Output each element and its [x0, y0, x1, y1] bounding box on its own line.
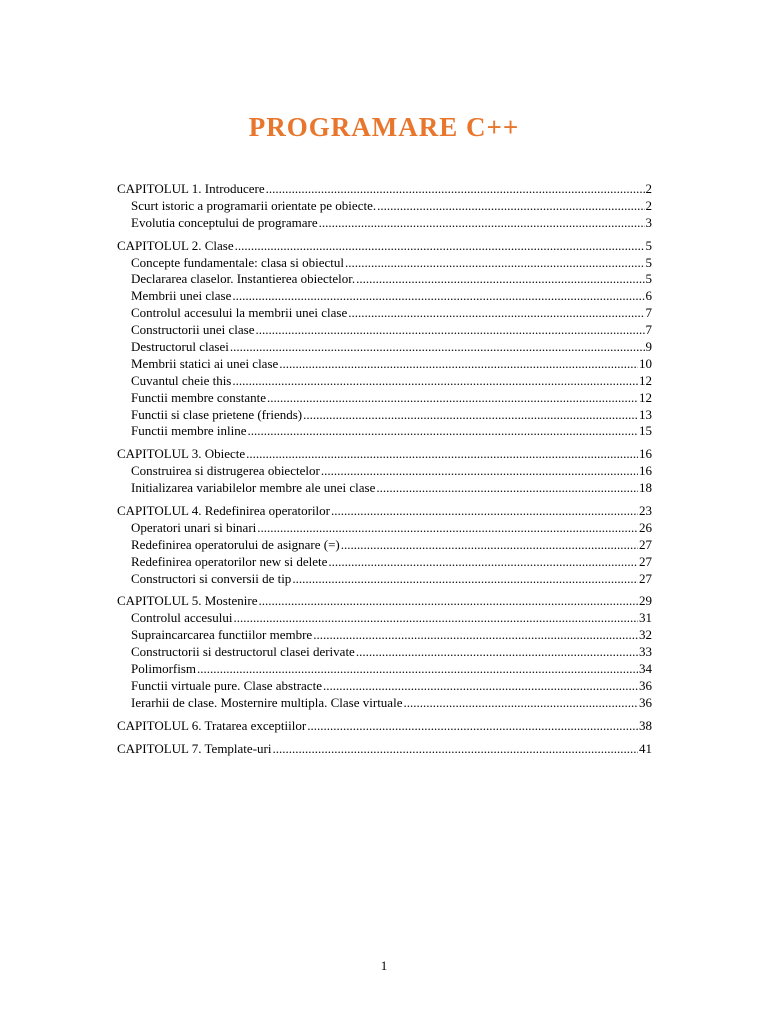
toc-entry-label: CAPITOLUL 4. Redefinirea operatorilor [117, 503, 330, 519]
toc-entry-page: 15 [639, 423, 652, 439]
toc-entry-page: 27 [639, 570, 652, 586]
toc-section-entry[interactable] [117, 305, 652, 322]
toc-entry-page: 26 [639, 519, 652, 535]
table-of-contents [117, 181, 652, 758]
toc-dot-leader [292, 571, 638, 588]
toc-section-entry[interactable] [117, 695, 652, 712]
toc-dot-leader [348, 305, 644, 322]
toc-section-entry[interactable] [117, 661, 652, 678]
toc-entry-page: 27 [639, 536, 652, 552]
toc-dot-leader [258, 593, 638, 610]
toc-chapter-entry[interactable] [117, 718, 652, 735]
toc-entry-page: 10 [639, 355, 652, 371]
toc-entry-label: CAPITOLUL 3. Obiecte [117, 446, 246, 462]
toc-dot-leader [331, 503, 638, 520]
toc-section-entry[interactable] [117, 215, 652, 232]
toc-dot-leader [328, 554, 638, 571]
toc-entry-label: Constructorii unei clase [131, 322, 255, 338]
toc-entry-label: Redefinirea operatorului de asignare (=) [131, 536, 340, 552]
toc-entry-page: 27 [639, 553, 652, 569]
toc-dot-leader [279, 356, 638, 373]
toc-dot-leader [403, 695, 638, 712]
toc-dot-leader [307, 718, 638, 735]
toc-entry-page: 9 [645, 339, 652, 355]
toc-section-entry[interactable] [117, 356, 652, 373]
toc-entry-page: 31 [639, 610, 652, 626]
toc-entry-label: CAPITOLUL 6. Tratarea exceptiilor [117, 717, 307, 733]
toc-entry-page: 41 [639, 740, 652, 756]
toc-entry-page: 36 [639, 677, 652, 693]
toc-section-entry[interactable] [117, 407, 652, 424]
toc-entry-label: Evolutia conceptului de programare [131, 214, 318, 230]
toc-entry-label: Ierarhii de clase. Mosternire multipla. Clase virtuale [131, 694, 403, 710]
toc-entry-label: Redefinirea operatorilor new si delete [131, 553, 328, 569]
toc-entry-page: 3 [645, 214, 652, 230]
toc-entry-label: Cuvantul cheie this [131, 372, 232, 388]
toc-entry-label: CAPITOLUL 1. Introducere [117, 181, 265, 196]
toc-section-entry[interactable] [117, 423, 652, 440]
toc-entry-page: 16 [639, 446, 652, 462]
toc-dot-leader [197, 661, 638, 678]
page-number: 1 [380, 958, 388, 973]
toc-chapter-entry[interactable] [117, 238, 652, 255]
toc-dot-leader [272, 741, 638, 758]
toc-dot-leader [230, 339, 645, 356]
toc-entry-page: 16 [639, 463, 652, 479]
toc-dot-leader [267, 390, 638, 407]
toc-section-entry[interactable] [117, 255, 652, 272]
toc-entry-page: 5 [645, 254, 652, 270]
toc-dot-leader [323, 678, 638, 695]
toc-dot-leader [232, 373, 638, 390]
toc-dot-leader [345, 255, 645, 272]
toc-section-entry[interactable] [117, 537, 652, 554]
toc-entry-page: 12 [639, 372, 652, 388]
toc-entry-label: CAPITOLUL 2. Clase [117, 237, 234, 253]
toc-dot-leader [313, 627, 638, 644]
toc-entry-page: 36 [639, 694, 652, 710]
toc-dot-leader [235, 238, 645, 255]
toc-entry-label: Initializarea variabilelor membre ale unei clase [131, 480, 376, 496]
toc-dot-leader [356, 271, 644, 288]
toc-section-entry[interactable] [117, 390, 652, 407]
toc-entry-label: Constructorii si destructorul clasei derivate [131, 644, 355, 660]
toc-entry-page: 33 [639, 644, 652, 660]
toc-entry-page: 38 [639, 717, 652, 733]
toc-dot-leader [341, 537, 638, 554]
toc-section-entry[interactable] [117, 610, 652, 627]
toc-entry-label: Functii membre inline [131, 423, 247, 439]
toc-section-entry[interactable] [117, 480, 652, 497]
toc-entry-label: Operatori unari si binari [131, 519, 257, 535]
toc-dot-leader [233, 610, 638, 627]
toc-entry-label: Controlul accesului [131, 610, 233, 626]
toc-dot-leader [356, 644, 638, 661]
toc-entry-page: 32 [639, 627, 652, 643]
toc-entry-label: Membrii unei clase [131, 288, 232, 304]
toc-entry-label: CAPITOLUL 5. Mostenire [117, 593, 258, 609]
toc-entry-page: 18 [639, 480, 652, 496]
toc-entry-page: 2 [645, 197, 652, 213]
document-title: PROGRAMARE C++ [248, 112, 520, 142]
toc-entry-page: 7 [645, 305, 652, 321]
toc-chapter-entry[interactable] [117, 741, 652, 758]
toc-dot-leader [319, 215, 645, 232]
toc-entry-label: Functii membre constante [131, 389, 267, 405]
toc-section-entry[interactable] [117, 271, 652, 288]
toc-entry-label: Supraincarcarea functiilor membre [131, 627, 313, 643]
toc-entry-label: Construirea si distrugerea obiectelor [131, 463, 320, 479]
toc-entry-page: 34 [639, 661, 652, 677]
toc-dot-leader [257, 520, 638, 537]
toc-dot-leader [303, 407, 638, 424]
toc-section-entry[interactable] [117, 463, 652, 480]
toc-section-entry[interactable] [117, 678, 652, 695]
toc-section-entry[interactable] [117, 571, 652, 588]
toc-chapter-entry[interactable] [117, 503, 652, 520]
toc-entry-label: Constructori si conversii de tip [131, 570, 292, 586]
toc-section-entry[interactable] [117, 373, 652, 390]
toc-section-entry[interactable] [117, 644, 652, 661]
toc-entry-page: 13 [639, 406, 652, 422]
toc-entry-label: CAPITOLUL 7. Template-uri [117, 740, 272, 756]
toc-dot-leader [255, 322, 644, 339]
toc-entry-page: 6 [645, 288, 652, 304]
toc-section-entry[interactable] [117, 288, 652, 305]
toc-dot-leader [377, 198, 644, 215]
toc-section-entry[interactable] [117, 554, 652, 571]
toc-entry-label: Functii virtuale pure. Clase abstracte [131, 677, 322, 693]
toc-chapter-entry[interactable] [117, 446, 652, 463]
toc-entry-label: Controlul accesului la membrii unei clase [131, 305, 348, 321]
toc-dot-leader [376, 480, 638, 497]
toc-section-entry[interactable] [117, 627, 652, 644]
toc-entry-page: 5 [645, 271, 652, 287]
toc-chapter-entry[interactable] [117, 181, 652, 198]
toc-entry-label: Membrii statici ai unei clase [131, 355, 279, 371]
toc-entry-label: Scurt istoric a programarii orientate pe obiecte. [131, 197, 377, 213]
toc-entry-label: Concepte fundamentale: clasa si obiectul [131, 254, 344, 270]
toc-section-entry[interactable] [117, 339, 652, 356]
toc-dot-leader [248, 423, 638, 440]
toc-entry-label: Polimorfism [131, 661, 197, 677]
toc-entry-page: 23 [639, 503, 652, 519]
toc-entry-page: 7 [645, 322, 652, 338]
toc-chapter-entry[interactable] [117, 593, 652, 610]
toc-entry-page: 2 [645, 181, 652, 196]
toc-entry-page: 29 [639, 593, 652, 609]
toc-section-entry[interactable] [117, 520, 652, 537]
toc-dot-leader [321, 463, 638, 480]
toc-entry-page: 12 [639, 389, 652, 405]
toc-entry-label: Functii si clase prietene (friends) [131, 406, 303, 422]
toc-entry-label: Destructorul clasei [131, 339, 229, 355]
toc-section-entry[interactable] [117, 322, 652, 339]
toc-dot-leader [246, 446, 638, 463]
toc-dot-leader [232, 288, 644, 305]
toc-dot-leader [266, 181, 645, 198]
toc-section-entry[interactable] [117, 198, 652, 215]
toc-entry-page: 5 [645, 237, 652, 253]
toc-entry-label: Declararea claselor. Instantierea obiectelor. [131, 271, 356, 287]
